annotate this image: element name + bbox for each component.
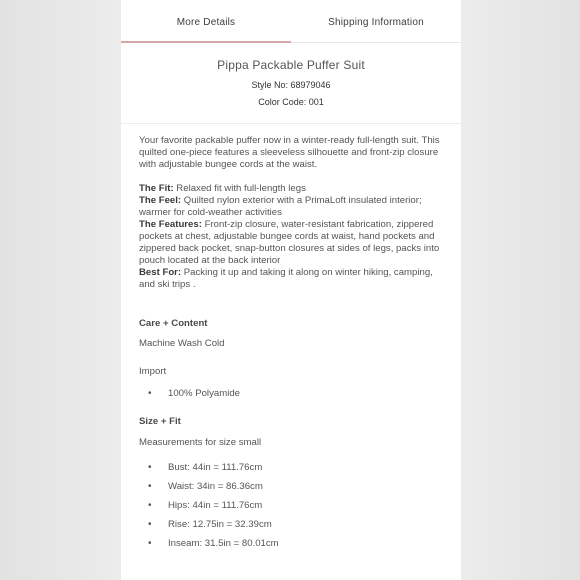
list-item: • Inseam: 31.5in = 80.01cm <box>139 538 443 550</box>
product-header <box>121 58 461 107</box>
fit-text: Relaxed fit with full-length legs <box>173 183 306 194</box>
list-item: • Waist: 34in = 86.36cm <box>139 481 443 493</box>
left-backdrop <box>0 0 121 580</box>
tab-bar <box>121 0 461 43</box>
fit-label: The Fit: <box>139 183 174 194</box>
care-origin: Import <box>139 366 167 377</box>
description-intro: Your favorite packable puffer now in a winter-ready full-length suit. This quilted one-piece features a sleeveless silhouette and front-zip closure with adjustable bungee cords at the waist. <box>139 135 440 170</box>
features-text: Front-zip closure, water-resistant fabrication, zippered pockets at chest, adjustable bungee cords at waist, hand pockets and zippered back pocket, snap-button closures at sides of legs, packs into pouch located at the back interior <box>139 219 440 266</box>
tab-shipping-information[interactable]: Shipping Information <box>328 17 424 28</box>
materials-list <box>139 388 443 400</box>
tab-more-details[interactable]: More Details <box>121 0 291 43</box>
list-item: • Hips: 44in = 111.76cm <box>139 500 443 512</box>
care-wash: Machine Wash Cold <box>139 338 225 349</box>
measurements-label: Measurements for size small <box>139 437 262 448</box>
bestfor-text: Packing it up and taking it along on winter hiking, camping, and ski trips . <box>139 267 433 290</box>
tab-divider <box>291 42 461 43</box>
feel-text: Quilted nylon exterior with a PrimaLoft insulated interior; warmer for cold-weather activities <box>139 195 422 218</box>
color-code: Color Code: 001 <box>258 97 324 107</box>
list-item: • 100% Polyamide <box>139 388 443 400</box>
fit-line <box>139 183 443 195</box>
description-content <box>121 135 461 550</box>
bestfor-line <box>139 267 443 291</box>
style-number: Style No: 68979046 <box>251 80 331 90</box>
feature-list <box>139 183 443 291</box>
care-content-heading: Care + Content <box>139 318 208 329</box>
list-item: • Bust: 44in = 111.76cm <box>139 462 443 474</box>
feel-label: The Feel: <box>139 195 182 206</box>
details-panel <box>121 0 461 580</box>
features-label: The Features: <box>139 219 202 230</box>
right-backdrop <box>461 0 580 580</box>
product-title: Pippa Packable Puffer Suit <box>217 58 365 72</box>
measurements-list <box>139 462 443 550</box>
section-divider <box>121 123 461 124</box>
feel-line <box>139 195 443 219</box>
size-fit-heading: Size + Fit <box>139 416 181 427</box>
bestfor-label: Best For: <box>139 267 182 278</box>
list-item: • Rise: 12.75in = 32.39cm <box>139 519 443 531</box>
features-line <box>139 219 443 267</box>
